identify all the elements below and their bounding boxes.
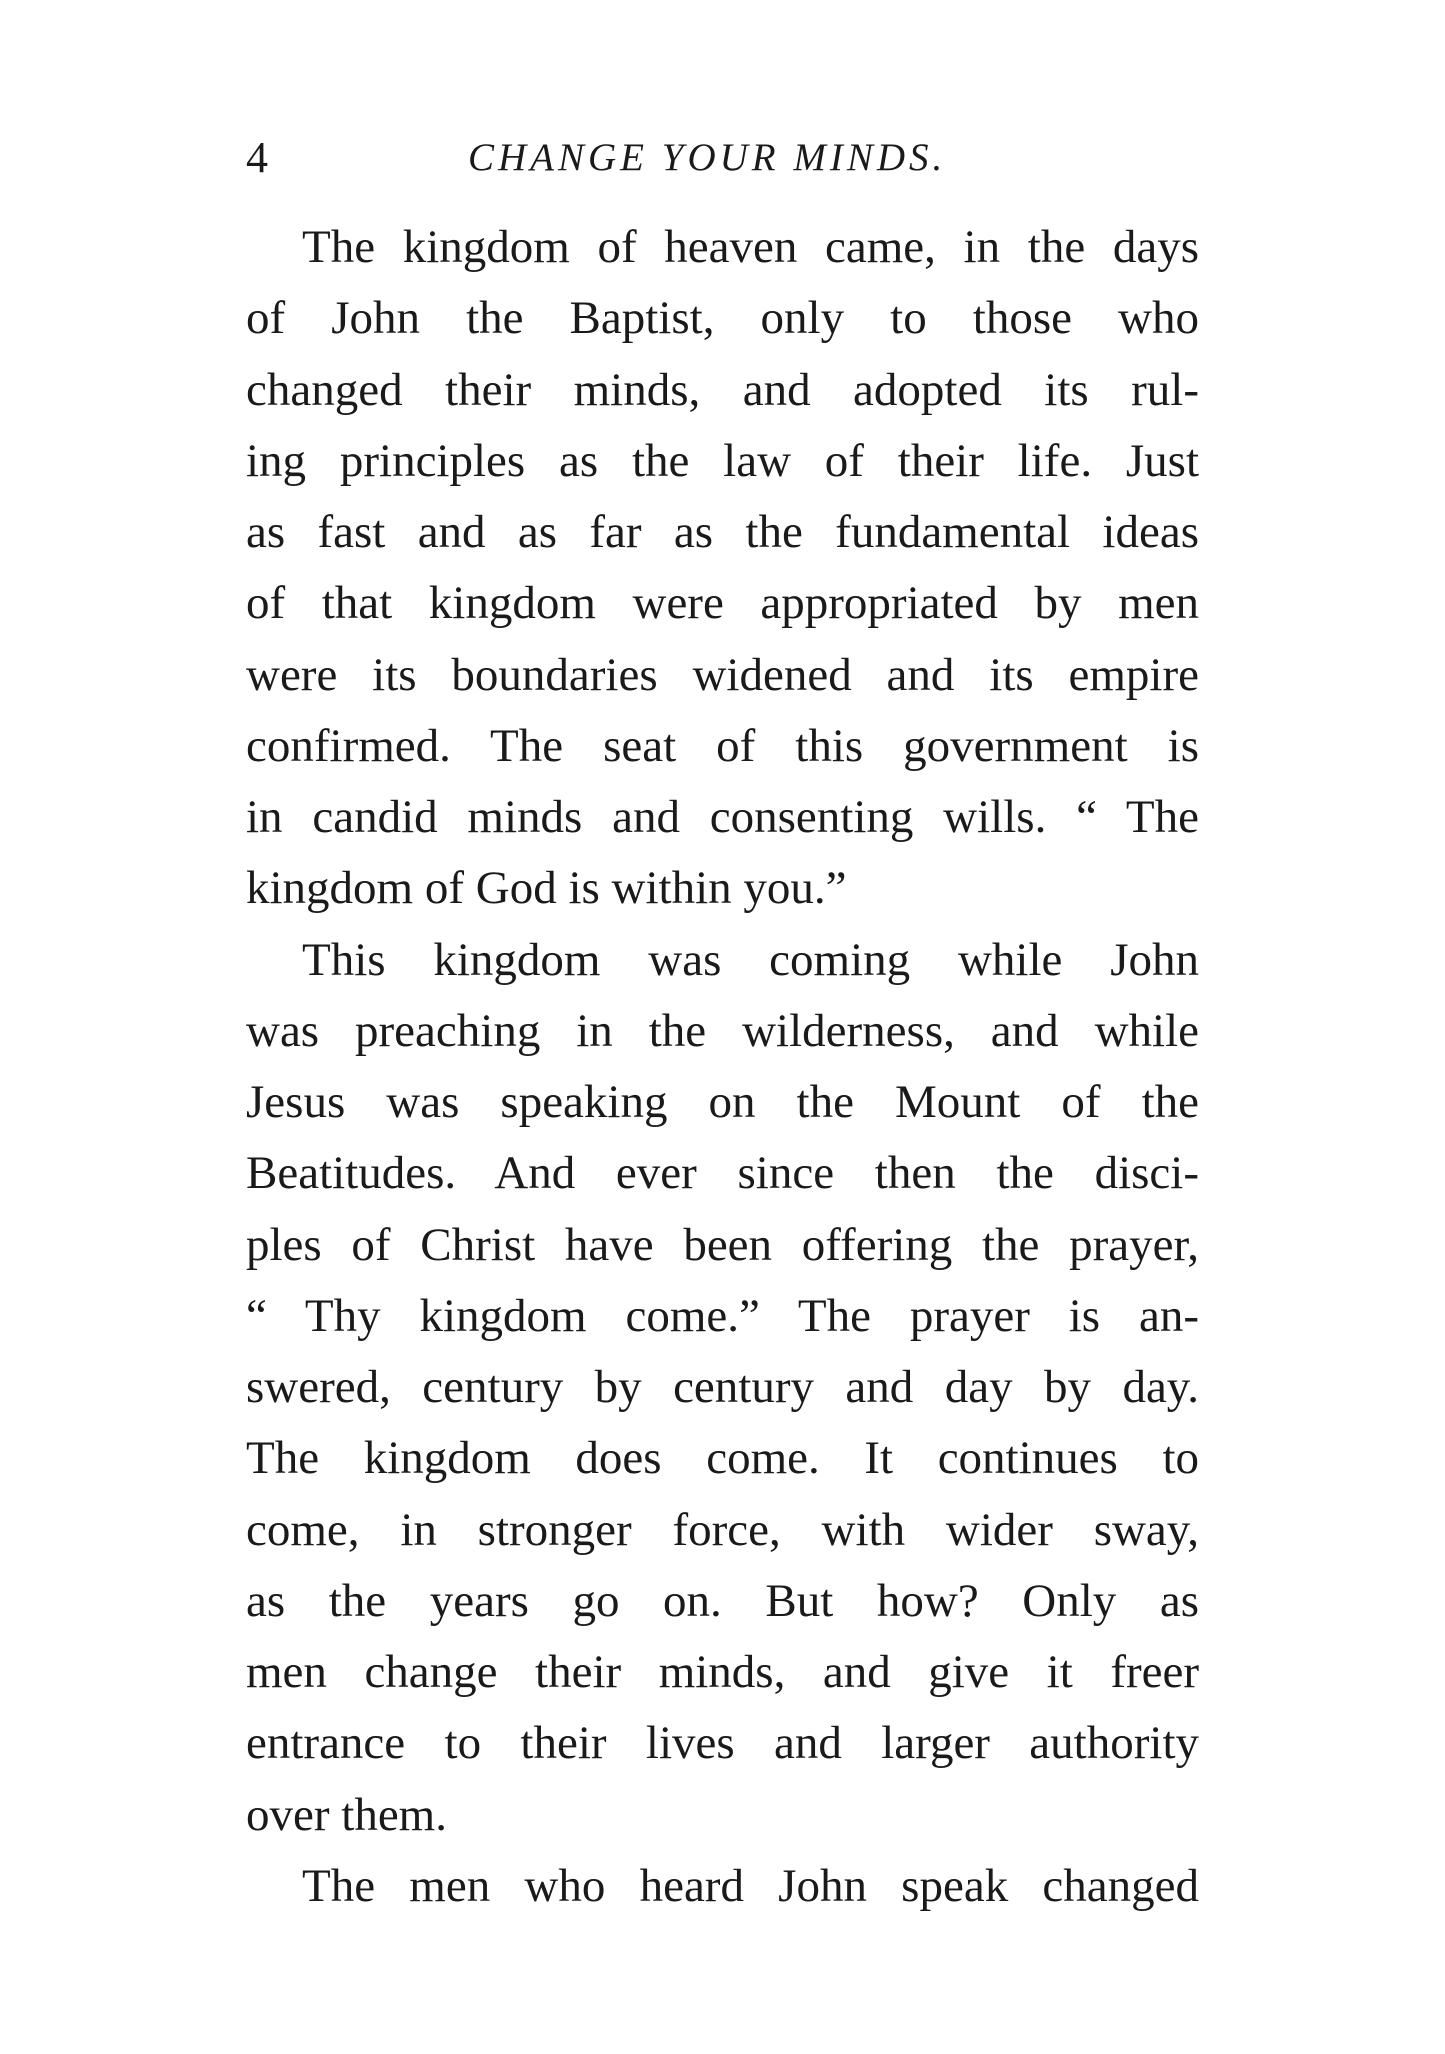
text-line: in candid minds and consenting wills. “ The <box>246 791 1199 843</box>
text-line: The men who heard John speak changed <box>302 1859 1199 1912</box>
text-line: The kingdom does come. It continues to <box>246 1432 1199 1485</box>
page-number: 4 <box>246 133 268 182</box>
text-line: was preaching in the wilderness, and while <box>246 1004 1199 1057</box>
text-line: changed their minds, and adopted its rul- <box>246 363 1199 416</box>
text-line: The kingdom of heaven came, in the days <box>302 221 1199 273</box>
text-line: come, in stronger force, with wider sway, <box>246 1503 1199 1556</box>
page-header <box>246 128 1196 188</box>
text-line: Beatitudes. And ever since then the disci- <box>246 1147 1199 1200</box>
text-line: swered, century by century and day by day. <box>246 1361 1199 1413</box>
text-line: of John the Baptist, only to those who <box>246 292 1199 345</box>
text-line: This kingdom was coming while John <box>302 933 1199 986</box>
text-line: Jesus was speaking on the Mount of the <box>246 1076 1199 1128</box>
text-line: “ Thy kingdom come.” The prayer is an- <box>246 1289 1199 1342</box>
text-line: over them. <box>246 1788 447 1841</box>
text-line: ing principles as the law of their life. Just <box>246 434 1199 487</box>
running-title: CHANGE YOUR MINDS. <box>468 136 947 179</box>
text-line: as the years go on. But how? Only as <box>246 1574 1199 1627</box>
body-text <box>246 212 1199 1922</box>
text-line: confirmed. The seat of this government is <box>246 719 1199 772</box>
text-line: ples of Christ have been offering the prayer, <box>246 1218 1199 1271</box>
text-line: were its boundaries widened and its empire <box>246 648 1199 701</box>
text-line: kingdom of God is within you.” <box>246 862 847 915</box>
text-line: of that kingdom were appropriated by men <box>246 577 1199 630</box>
text-line: as fast and as far as the fundamental ideas <box>246 506 1199 558</box>
text-line: men change their minds, and give it freer <box>246 1646 1199 1698</box>
text-line: entrance to their lives and larger authority <box>246 1717 1199 1770</box>
